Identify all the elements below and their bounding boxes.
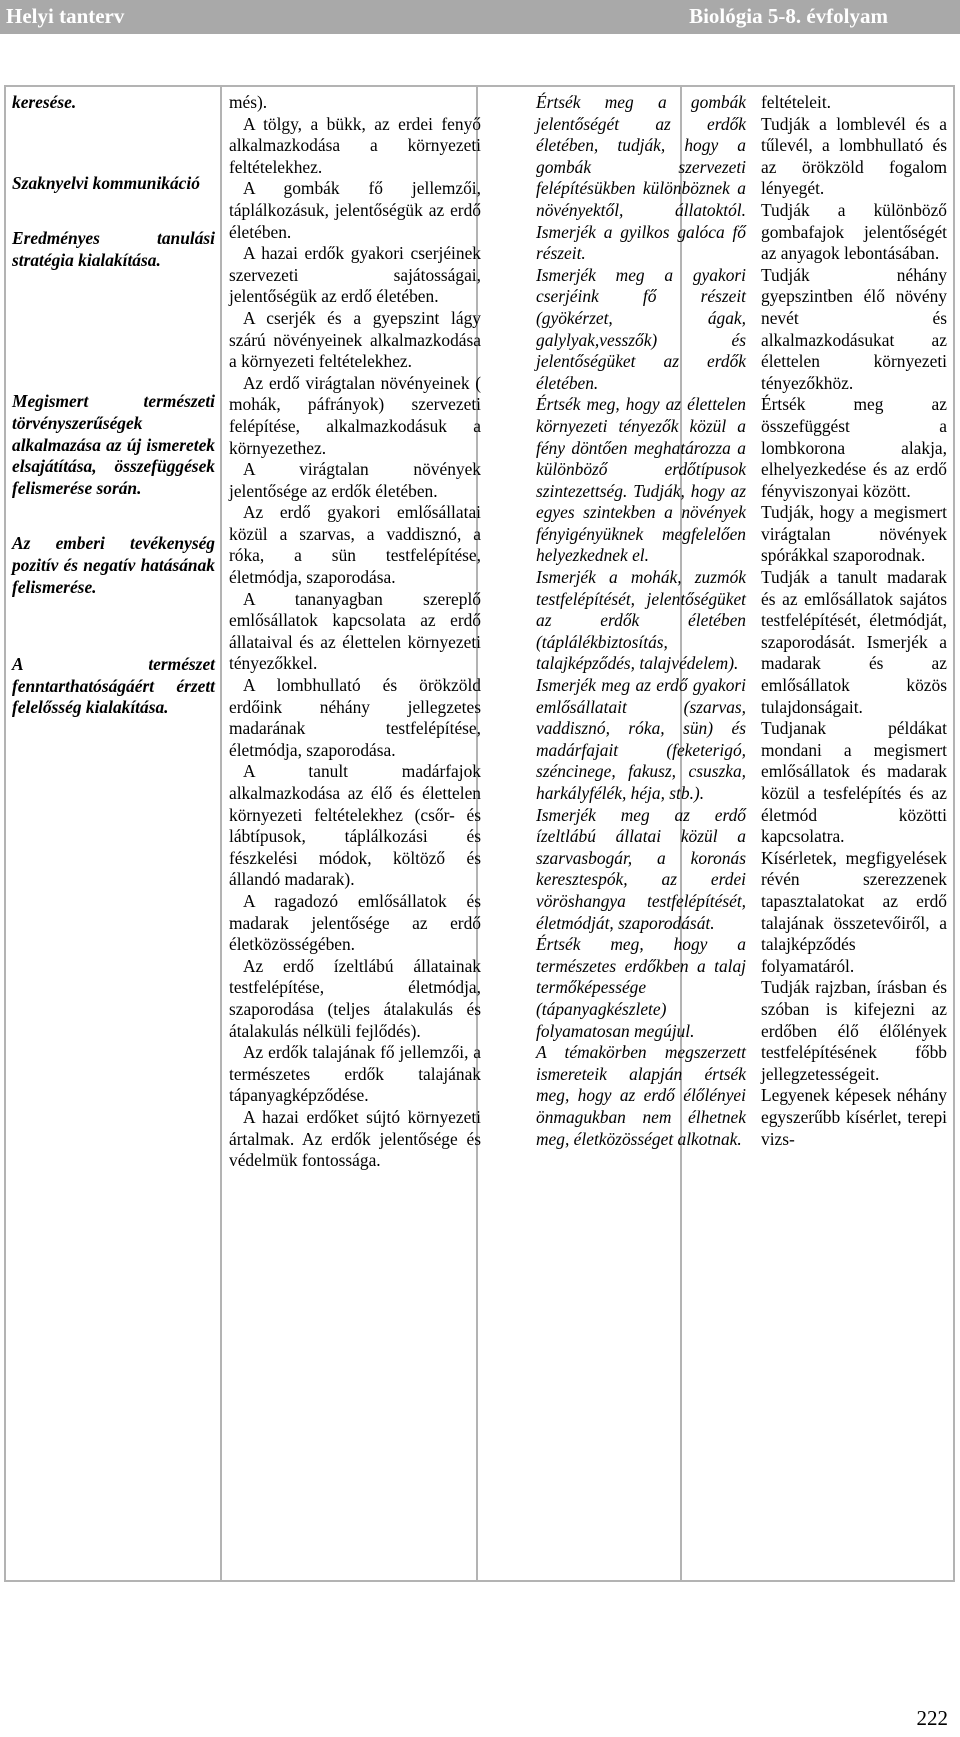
goal-text: keresése. bbox=[12, 92, 77, 112]
requirement-paragraph: feltételeit. bbox=[761, 92, 832, 112]
content-paragraph: A cserjék és a gyepszint lágy szárú növényeinek alkalmazkodása a környezeti feltételekhez. bbox=[229, 307, 481, 372]
activity-paragraph: Értsék meg, hogy a természetes erdőkben a talaj termőképessége (tápanyagkészlete) folyamatosan megújul. bbox=[536, 934, 746, 1041]
goal-text: A természet fenntarthatóságáért érzett felelősség kialakítása. bbox=[12, 654, 215, 718]
goals-column bbox=[12, 92, 215, 719]
header-left-title: Helyi tanterv bbox=[6, 4, 125, 28]
goal-text: Szaknyelvi kommunikáció bbox=[12, 172, 200, 193]
requirement-paragraph: Legyenek képesek néhány egyszerűbb kísérlet, terepi vizs- bbox=[761, 1085, 947, 1149]
goal-text: Az emberi tevékenység pozitív és negatív hatásának felismerése. bbox=[12, 533, 215, 597]
requirements-column bbox=[761, 92, 947, 1150]
column-divider bbox=[220, 85, 222, 1582]
activity-paragraph: Értsék meg a gombák jelentőségét az erdők életében, tudják, hogy a gombák szervezeti felépítésükben különböznek a növényektől, állatoktól. Ismerjék a gyilkos galóca fő részeit. bbox=[536, 92, 746, 264]
content-paragraph: A gombák fő jellemzői, táplálkozásuk, jelentőségük az erdő életében. bbox=[229, 178, 481, 242]
requirement-paragraph: Tudják néhány gyepszintben élő növény nevét és alkalmazkodásukat az élettelen környezeti tényezőkhöz. bbox=[761, 264, 947, 393]
page-number: 222 bbox=[916, 1706, 948, 1730]
requirement-paragraph: Kísérletek, megfigyelések révén szerezzenek tapasztalatokat az erdő talajának összetevőiről, a talajképződés folyamatáról. bbox=[761, 847, 947, 976]
content-paragraph: Az erdő gyakori emlősállatai közül a szarvas, a vaddisznó, a róka, a sün testfelépítése, életmódja, szaporodása. bbox=[229, 502, 481, 588]
requirement-paragraph: Tudják a lomblevél és a tűlevél, a lombhullató és az örökzöld fogalom lényegét. bbox=[761, 113, 947, 199]
activity-paragraph: A témakörben megszerzett ismereteik alapján értsék meg, hogy az erdő élőlényei önmagukban nem élhetnek meg, életközösséget alkotnak. bbox=[536, 1042, 746, 1149]
requirement-paragraph: Tudják rajzban, írásban és szóban is kifejezni az erdőben élő élőlények testfelépítésének főbb jellegzetességeit. bbox=[761, 977, 947, 1084]
content-paragraph: Az erdő ízeltlábú állatainak testfelépítése, életmódja, szaporodása (teljes átalakulás és átalakulás nélküli fejlődés). bbox=[229, 955, 481, 1041]
content-paragraph: A ragadozó emlősállatok és madarak jelentősége az erdő életközösségében. bbox=[229, 890, 481, 955]
content-paragraph: Az erdő virágtalan növényeinek ( mohák, páfrányok) szervezeti felépítése, alkalmazkodásuk a környezethez. bbox=[229, 372, 481, 458]
activity-paragraph: Ismerjék meg az erdő gyakori emlősállatait (szarvas, vaddisznó, róka, sün) és madárfajait (feketerigó, széncinege, fakusz, csuszka, harkályfélék, héja, stb.). bbox=[536, 675, 746, 803]
goal-text: Eredményes tanulási stratégia kialakítása. bbox=[12, 228, 215, 270]
requirement-paragraph: Tudják, hogy a megismert virágtalan növények spórákkal szaporodnak. bbox=[761, 502, 947, 566]
content-paragraph: A hazai erdők gyakori cserjéinek szervezeti sajátosságai, jelentőségük az erdő életében. bbox=[229, 243, 481, 307]
activity-paragraph: Ismerjék meg az erdő ízeltlábú állatai közül a szarvasbogár, a koronás keresztespók, az erdei vöröshangya testfelépítését, életmódját, szaporodását. bbox=[536, 804, 746, 933]
requirement-paragraph: Tudjanak példákat mondani a megismert emlősállatok és madarak közül a tesfelépítés és az életmód közötti kapcsolatra. bbox=[761, 718, 947, 847]
content-paragraph: A hazai erdőket sújtó környezeti ártalmak. Az erdők jelentősége és védelmük fontossága. bbox=[229, 1106, 481, 1171]
requirement-paragraph: Értsék meg az összefüggést a lombkorona alakja, elhelyezkedése és az erdő fényviszonyai között. bbox=[761, 394, 947, 501]
activities-column bbox=[536, 92, 746, 1150]
content-paragraph: més). bbox=[229, 92, 268, 112]
content-paragraph: Az erdők talajának fő jellemzői, a természetes erdők talajának tápanyagképződése. bbox=[229, 1042, 481, 1106]
requirement-paragraph: Tudják a tanult madarak és az emlősállatok sajátos testfelépítését, életmódját, szaporodását. Ismerjék a madarak és az emlősállatok közös tulajdonságait. bbox=[761, 567, 947, 717]
activity-paragraph: Ismerjék meg a gyakori cserjéink fő részeit (gyökérzet, ágak, galylyak,vesszők) és jelentőségüket az erdők életében. bbox=[536, 264, 746, 393]
page-header bbox=[0, 0, 960, 34]
header-right-title: Biológia 5-8. évfolyam bbox=[689, 4, 888, 28]
content-paragraph: A virágtalan növények jelentősége az erdők életében. bbox=[229, 459, 481, 501]
content-paragraph: A tölgy, a bükk, az erdei fenyő alkalmazkodása a környezeti feltételekhez. bbox=[229, 113, 481, 177]
content-paragraph: A tanult madárfajok alkalmazkodása az élő és élettelen környezeti feltételekhez (csőr- és lábtípusok, táplálkozási és fészkelési módok, költöző és állandó madarak). bbox=[229, 761, 481, 890]
content-paragraph: A lombhullató és örökzöld erdőink néhány jellegzetes madarának testfelépítése, életmódja, szaporodása. bbox=[229, 675, 481, 760]
activity-paragraph: Ismerjék a mohák, zuzmók testfelépítését, jelentőségüket az erdők életében (táplálékbiztosítás, talajképződés, talajvédelem). bbox=[536, 567, 746, 674]
content-paragraph: A tananyagban szereplő emlősállatok kapcsolata az erdő állataival és az élettelen környezeti tényezőkkel. bbox=[229, 588, 481, 674]
content-column bbox=[229, 92, 481, 1172]
requirement-paragraph: Tudják a különböző gombafajok jelentőségét az anyagok lebontásában. bbox=[761, 199, 947, 264]
activity-paragraph: Értsék meg, hogy az élettelen környezeti tényezők közül a fény döntően meghatározza a különböző erdőtípusok szintezettség. Tudják, hogy az egyes szintekben a növények fényigényüknek megfelelően helyezkednek el. bbox=[536, 394, 746, 566]
goal-text: Megismert természeti törvényszerűségek alkalmazása az új ismeretek elsajátítása, összefüggések felismerése során. bbox=[12, 391, 215, 498]
